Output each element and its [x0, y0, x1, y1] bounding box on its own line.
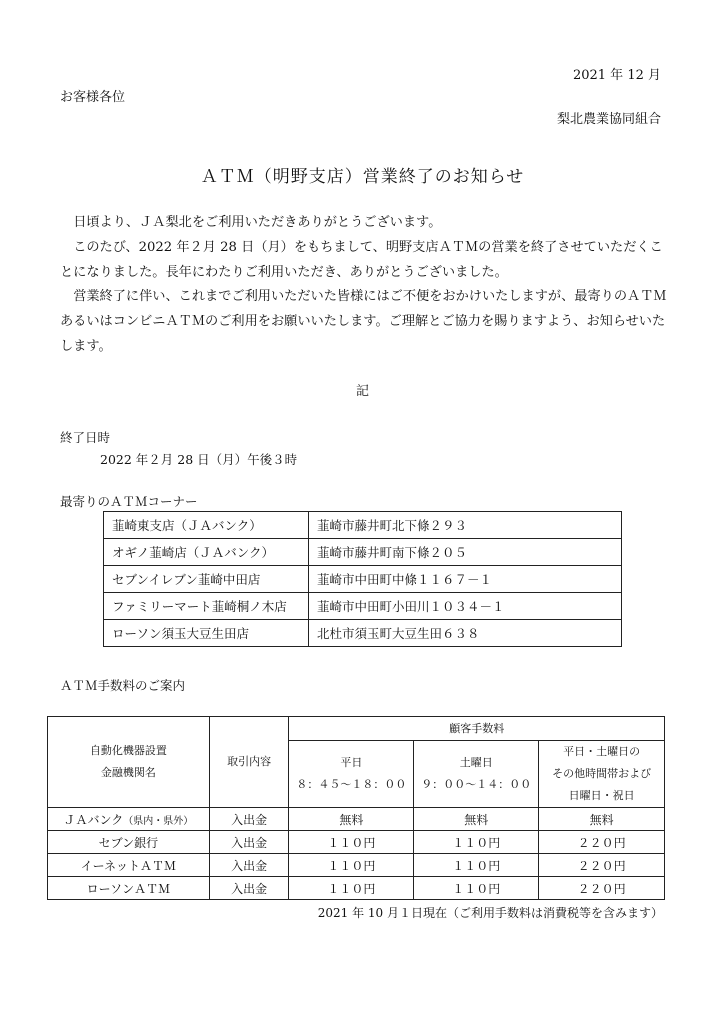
fee-header-row — [48, 717, 665, 741]
atm-address: 北杜市須玉町大豆生田６３８ — [309, 620, 622, 647]
institution-note: （県内・県外） — [123, 815, 194, 827]
institution-name: セブン銀行 — [48, 831, 210, 854]
weekday-header — [289, 741, 414, 808]
saturday-fee: １１０円 — [414, 854, 539, 877]
atm-address: 韮崎市中田町小田川１０３４－１ — [309, 593, 622, 620]
institution-name — [48, 808, 210, 831]
transaction-type: 入出金 — [209, 877, 289, 900]
atm-name: 韮崎東支店（ＪＡバンク） — [104, 512, 309, 539]
table-row — [48, 831, 665, 854]
transaction-type: 入出金 — [209, 854, 289, 877]
table-row — [48, 877, 665, 900]
other-hours-header — [539, 741, 665, 808]
saturday-fee: 無料 — [414, 808, 539, 831]
weekday-fee: １１０円 — [289, 831, 414, 854]
transaction-type: 入出金 — [209, 808, 289, 831]
table-row — [104, 593, 622, 620]
addressee: お客様各位 — [60, 90, 126, 105]
other-fee: ２２０円 — [539, 831, 665, 854]
weekday-label: 平日 — [340, 756, 363, 769]
sender: 梨北農業協同組合 — [556, 112, 661, 127]
institution-header-line2: 金融機関名 — [100, 766, 156, 779]
other-hours-line3: 日曜日・祝日 — [568, 789, 635, 802]
table-row — [104, 539, 622, 566]
fee-note: 2021 年 10 月１日現在（ご利用手数料は消費税等を含みます） — [317, 906, 663, 920]
institution-header — [48, 717, 210, 808]
other-fee: 無料 — [539, 808, 665, 831]
saturday-label: 土曜日 — [459, 756, 493, 769]
atm-address: 韮崎市藤井町北下條２９３ — [309, 512, 622, 539]
atm-name: オギノ韮崎店（ＪＡバンク） — [104, 539, 309, 566]
body-paragraph-1-text: 日頃より、ＪＡ梨北をご利用いただきありがとうございます。 — [73, 215, 442, 230]
nearest-atm-table — [103, 511, 622, 647]
atm-name: ファミリーマート韮崎桐ノ木店 — [104, 593, 309, 620]
notice-body — [60, 211, 670, 360]
weekday-fee: 無料 — [289, 808, 414, 831]
ki-heading: 記 — [355, 384, 369, 399]
table-row — [48, 808, 665, 831]
customer-fee-header: 顧客手数料 — [289, 717, 665, 741]
weekday-fee: １１０円 — [289, 854, 414, 877]
end-date-label: 終了日時 — [60, 430, 111, 445]
body-paragraph-2-text: このたび、2022 年２月 28 日（月）をもちまして、明野支店ＡＴＭの営業を終了させていただくことになりました。長年にわたりご利用いただき、ありがとうございました。 — [60, 239, 663, 280]
body-paragraph-1 — [60, 211, 670, 236]
fee-table-label: ＡＴＭ手数料のご案内 — [60, 678, 186, 693]
saturday-fee: １１０円 — [414, 877, 539, 900]
other-fee: ２２０円 — [539, 877, 665, 900]
table-row — [104, 512, 622, 539]
notice-date: 2021 年 12 月 — [572, 68, 661, 83]
body-paragraph-3-text: 営業終了に伴い、これまでご利用いただいた皆様にはご不便をおかけいたしますが、最寄りのＡＴＭあるいはコンビニＡＴＭのご利用をお願いいたします。ご理解とご協力を賜りますよう、お知らせいたします。 — [60, 289, 667, 354]
institution-name: イーネットＡＴＭ — [48, 854, 210, 877]
other-hours-line1: 平日・土曜日の — [563, 745, 641, 758]
atm-name: ローソン須玉大豆生田店 — [104, 620, 309, 647]
table-row — [104, 620, 622, 647]
weekday-hours: ８：４５～１８：００ — [296, 778, 407, 791]
type-header: 取引内容 — [209, 717, 289, 808]
institution-name: ローソンＡＴＭ — [48, 877, 210, 900]
atm-address: 韮崎市中田町中條１１６７－１ — [309, 566, 622, 593]
institution-header-line1: 自動化機器設置 — [89, 744, 167, 757]
other-hours-line2: その他時間帯および — [552, 767, 652, 780]
end-date-value: 2022 年２月 28 日（月）午後３時 — [100, 452, 298, 467]
institution-name-text: ＪＡバンク — [63, 812, 124, 827]
atm-address: 韮崎市藤井町南下條２０５ — [309, 539, 622, 566]
saturday-hours: ９：００～１４：００ — [421, 778, 532, 791]
saturday-fee: １１０円 — [414, 831, 539, 854]
fee-table — [47, 716, 665, 900]
notice-title: ＡＴＭ（明野支店）営業終了のお知らせ — [200, 167, 525, 187]
saturday-header — [414, 741, 539, 808]
atm-name: セブンイレブン韮崎中田店 — [104, 566, 309, 593]
other-fee: ２２０円 — [539, 854, 665, 877]
weekday-fee: １１０円 — [289, 877, 414, 900]
body-paragraph-3 — [60, 285, 670, 359]
body-paragraph-2 — [60, 236, 670, 286]
transaction-type: 入出金 — [209, 831, 289, 854]
table-row — [48, 854, 665, 877]
table-row — [104, 566, 622, 593]
nearest-atm-label: 最寄りのＡＴＭコーナー — [60, 494, 198, 509]
